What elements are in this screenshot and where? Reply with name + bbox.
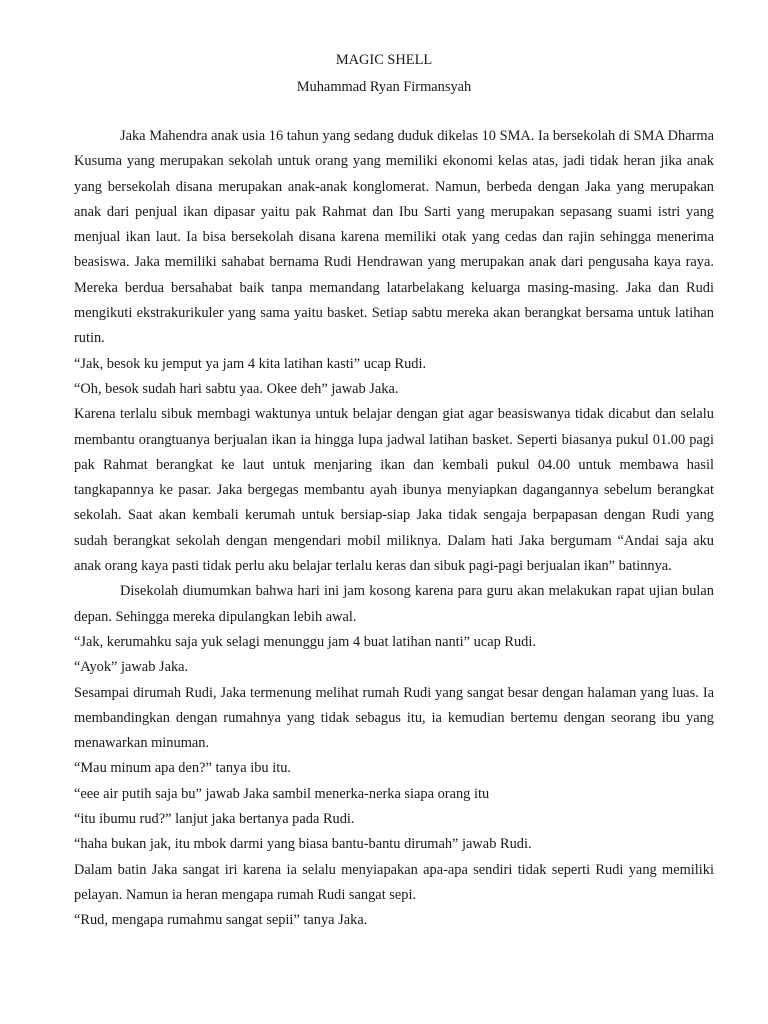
paragraph: Disekolah diumumkan bahwa hari ini jam kosong karena para guru akan melakukan rapat ujian bulan depan. Sehingga mereka dipulangkan lebih awal. xyxy=(74,583,714,625)
paragraph: Sesampai dirumah Rudi, Jaka termenung melihat rumah Rudi yang sangat besar dengan halaman yang luas. Ia membandingkan dengan rumahnya yang tidak sebagus itu, ia kemudian bertemu dengan seorang ibu yang menawarkan minuman. xyxy=(74,684,714,752)
dialogue-line: “Jak, kerumahku saja yuk selagi menunggu jam 4 buat latihan nanti” ucap Rudi. xyxy=(74,633,536,650)
dialogue-line: “itu ibumu rud?” lanjut jaka bertanya pada Rudi. xyxy=(74,811,355,828)
document-author: Muhammad Ryan Firmansyah xyxy=(296,79,472,95)
dialogue-line: “Rud, mengapa rumahmu sangat sepii” tanya Jaka. xyxy=(74,912,368,929)
paragraph: Jaka Mahendra anak usia 16 tahun yang sedang duduk dikelas 10 SMA. Ia bersekolah di SMA Dharma Kusuma yang merupakan sekolah untuk orang yang memiliki ekonomi kelas atas, jadi tidak heran jika anak yang bersekolah disana merupakan anak-anak konglomerat. Namun, berbeda dengan Jaka yang merupakan anak dari penjual ikan dipasar yaitu pak Rahmat dan Ibu Sarti yang merupakan sepasang suami istri yang menjual ikan laut. Ia bisa bersekolah disana karena memiliki otak yang cedas dan rajin sehingga menerima beasiswa. Jaka memiliki sahabat bernama Rudi Hendrawan yang merupakan anak dari pengusaha kaya raya. Mereka berdua bersahabat baik tanpa memandang latarbelakang keluarga masing-masing. Jaka dan Rudi mengikuti ekstrakurikuler yang sama yaitu basket. Setiap sabtu mereka akan berangkat bersama untuk latihan rutin. xyxy=(74,128,714,347)
document-title: MAGIC SHELL xyxy=(335,52,433,68)
document-body xyxy=(74,124,714,934)
paragraph: Dalam batin Jaka sangat iri karena ia selalu menyiapakan apa-apa sendiri tidak seperti Rudi yang memiliki pelayan. Namun ia heran mengapa rumah Rudi sangat sepi. xyxy=(74,861,714,903)
dialogue-line: “haha bukan jak, itu mbok darmi yang biasa bantu-bantu dirumah” jawab Rudi. xyxy=(74,836,532,853)
paragraph: Karena terlalu sibuk membagi waktunya untuk belajar dengan giat agar beasiswanya tidak dicabut dan selalu membantu orangtuanya berjualan ikan ia hingga lupa jadwal latihan basket. Seperti biasanya pukul 01.00 pagi pak Rahmat berangkat ke laut untuk menjaring ikan dan kembali pukul 04.00 untuk membawa hasil tangkapannya ke pasar. Jaka bergegas membantu ayah ibunya menyiapkan dagangannya sebelum berangkat sekolah. Saat akan kembali kerumah untuk bersiap-siap Jaka tidak sengaja berpapasan dengan Rudi yang sudah berangkat sekolah dengan mengendari mobil miliknya. Dalam hati Jaka bergumam “Andai saja aku anak orang kaya pasti tidak perlu aku belajar terlalu keras dan sibuk pagi-pagi berjualan ikan” batinnya. xyxy=(74,406,714,575)
dialogue-line: “eee air putih saja bu” jawab Jaka sambil menerka-nerka siapa orang itu xyxy=(74,785,490,802)
dialogue-line: “Mau minum apa den?” tanya ibu itu. xyxy=(74,760,291,777)
dialogue-line: “Oh, besok sudah hari sabtu yaa. Okee deh” jawab Jaka. xyxy=(74,380,399,397)
dialogue-line: “Jak, besok ku jemput ya jam 4 kita latihan kasti” ucap Rudi. xyxy=(74,355,427,372)
dialogue-line: “Ayok” jawab Jaka. xyxy=(74,659,189,676)
